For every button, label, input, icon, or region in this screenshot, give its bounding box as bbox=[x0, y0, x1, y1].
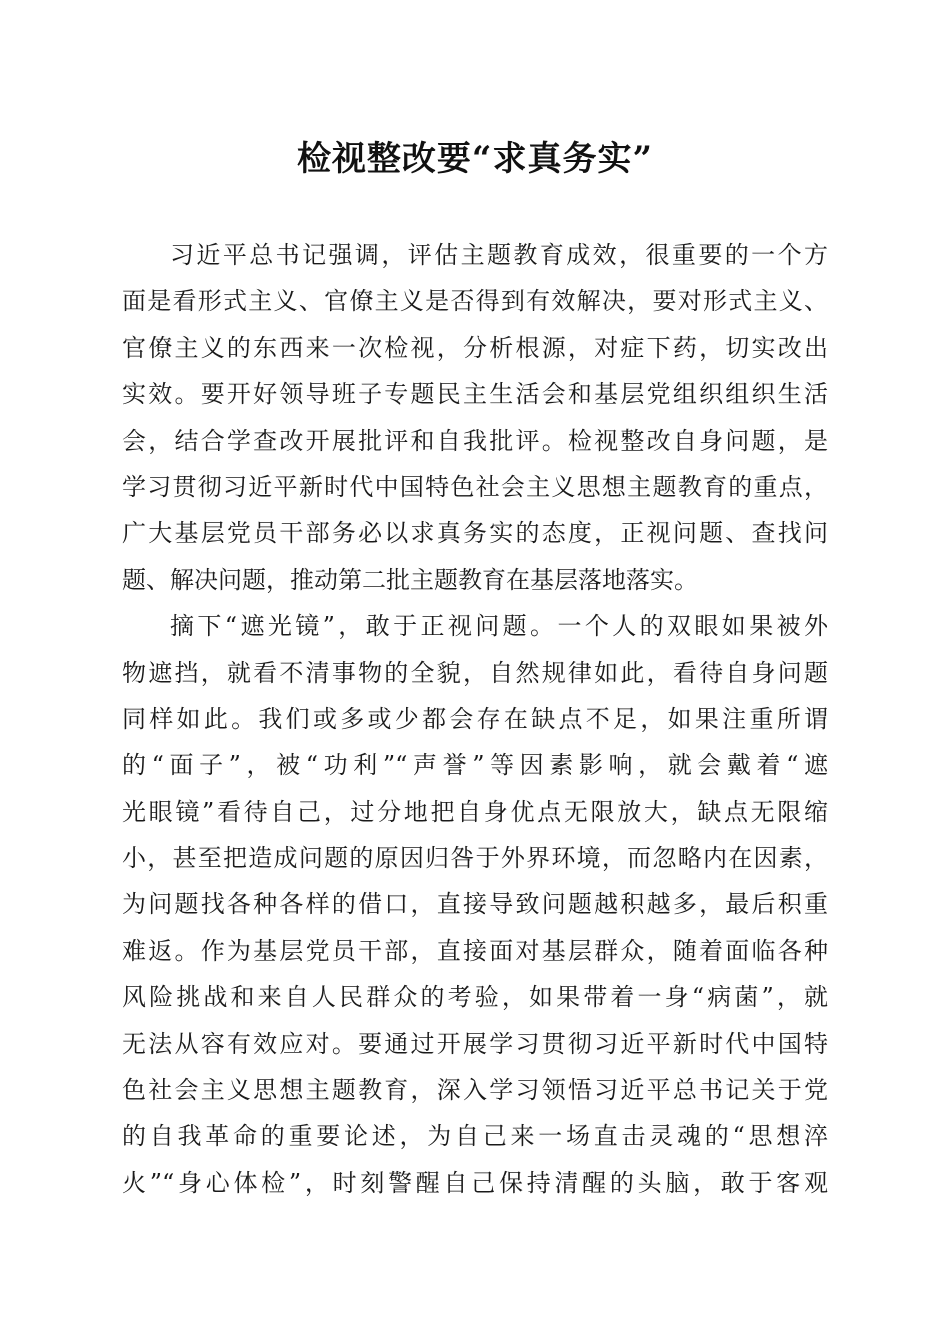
paragraph-line: 火”“身心体检”，时刻警醒自己保持清醒的头脑，敢于客观 bbox=[122, 1168, 828, 1197]
paragraph-2 bbox=[122, 603, 828, 1206]
paragraph-line: 的“面子”，被“功利”“声誉”等因素影响，就会戴着“遮 bbox=[122, 751, 828, 780]
paragraph-line: 实效。要开好领导班子专题民主生活会和基层党组织组织生活 bbox=[122, 380, 828, 409]
paragraph-line: 会，结合学查改开展批评和自我批评。检视整改自身问题，是 bbox=[122, 426, 828, 455]
document-title: 检视整改要“求真务实” bbox=[296, 139, 654, 179]
paragraph-line: 的自我革命的重要论述，为自己来一场直击灵魂的“思想淬 bbox=[122, 1122, 828, 1151]
paragraph-line: 摘下“遮光镜”，敢于正视问题。一个人的双眼如果被外 bbox=[170, 612, 828, 641]
paragraph-line: 色社会主义思想主题教育，深入学习领悟习近平总书记关于党 bbox=[122, 1076, 828, 1105]
paragraph-line: 小，甚至把造成问题的原因归咎于外界环境，而忽略内在因素， bbox=[122, 844, 828, 873]
paragraph-1 bbox=[122, 232, 828, 603]
paragraph-line: 无法从容有效应对。要通过开展学习贯彻习近平新时代中国特 bbox=[122, 1029, 828, 1058]
paragraph-line: 同样如此。我们或多或少都会存在缺点不足，如果注重所谓 bbox=[122, 704, 828, 733]
paragraph-line: 为问题找各种各样的借口，直接导致问题越积越多，最后积重 bbox=[122, 890, 828, 919]
document-body bbox=[122, 232, 828, 1206]
paragraph-line: 题、解决问题，推动第二批主题教育在基层落地落实。 bbox=[122, 565, 698, 594]
paragraph-line: 习近平总书记强调，评估主题教育成效，很重要的一个方 bbox=[170, 241, 828, 269]
paragraph-line: 广大基层党员干部务必以求真务实的态度，正视问题、查找问 bbox=[122, 519, 828, 548]
paragraph-line: 物遮挡，就看不清事物的全貌，自然规律如此，看待自身问题 bbox=[122, 658, 828, 687]
paragraph-line: 光眼镜”看待自己，过分地把自身优点无限放大，缺点无限缩 bbox=[122, 797, 828, 826]
paragraph-line: 官僚主义的东西来一次检视，分析根源，对症下药，切实改出 bbox=[122, 333, 828, 362]
paragraph-line: 学习贯彻习近平新时代中国特色社会主义思想主题教育的重点， bbox=[122, 472, 828, 501]
paragraph-line: 难返。作为基层党员干部，直接面对基层群众，随着面临各种 bbox=[122, 936, 828, 965]
paragraph-line: 面是看形式主义、官僚主义是否得到有效解决，要对形式主义、 bbox=[122, 287, 828, 316]
paragraph-line: 风险挑战和来自人民群众的考验，如果带着一身“病菌”，就 bbox=[122, 983, 828, 1012]
